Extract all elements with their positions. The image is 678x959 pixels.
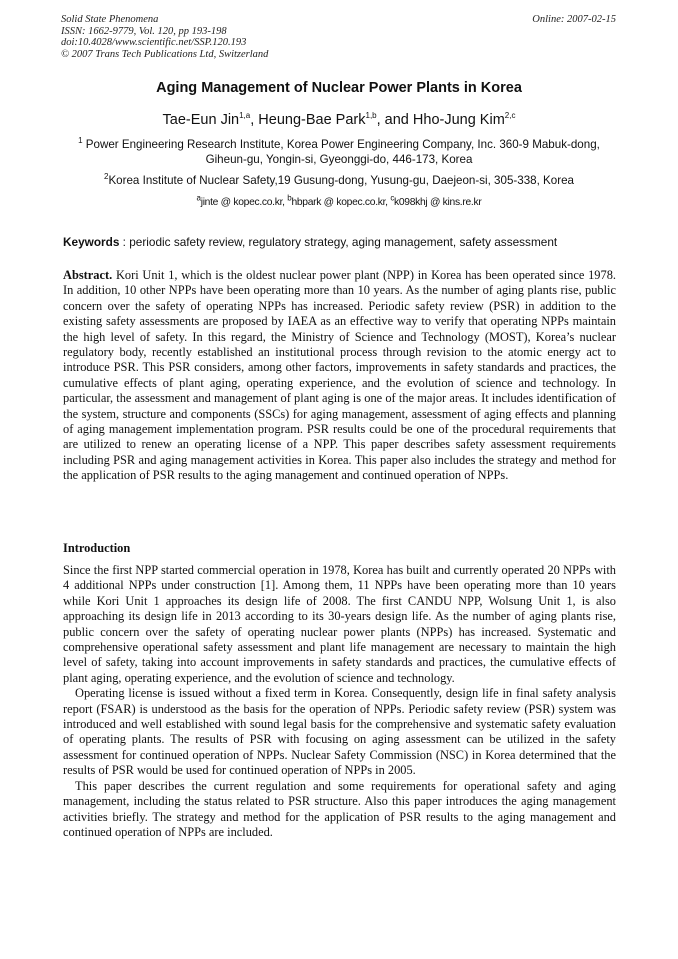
journal-name: Solid State Phenomena: [61, 14, 159, 25]
affiliation-2: [68, 174, 610, 189]
issn-line: ISSN: 1662-9779, Vol. 120, pp 193-198: [61, 25, 227, 37]
author-name: Heung-Bae Park: [258, 112, 366, 128]
email-sup: b: [287, 193, 292, 203]
online-date: Online: 2007-02-15: [532, 14, 616, 25]
introduction-body: [63, 563, 616, 840]
affiliation-1: [68, 138, 610, 167]
doi-line[interactable]: doi:10.4028/www.scientific.net/SSP.120.193: [61, 37, 247, 48]
paragraph: Since the first NPP started commercial operation in 1978, Korea has built and currently operated 20 NPPs with 4 additional NPPs under construction [1]. Among them, 11 NPPs have been operating more than 10 years while Kori Unit 1 approaches its design life of 2008. The first CANDU NPP, Wolsung Unit 1, is also approaching its design life in 2013 according to its 30-years design life. As the number of aging plants rise, public concern over the safety of operating nuclear power plants (NPPs) has increased. Systematic and comprehensive operational safety assessment and plant life management are necessary to maintain the high level of safety, taking into account improvements in safety standards and practices, the cumulative effects of plant aging, operating experience, and the evolution of science and technology.: [63, 563, 616, 685]
author-name: Hho-Jung Kim: [412, 112, 505, 128]
paragraph: Operating license is issued without a fixed term in Korea. Consequently, design life in final safety analysis report (FSAR) is understood as the basis for the operation of NPPs. Periodic safety review (PSR) system was introduced and well established with sound legal basis for the comprehensive and systematic safety evaluation of operating plants. The results of PSR with focusing on aging assessment can be utilized in the safety assessment for continued operation of NPPs. Nuclear Safety Commission (NSC) in Korea determined that the results of PSR would be used for continued operation of NPPs in 2005.: [63, 686, 616, 778]
email-link[interactable]: k098khj @ kins.re.kr: [394, 197, 482, 208]
section-heading-introduction: Introduction: [63, 541, 131, 555]
author-list: [0, 112, 678, 128]
email-list: [0, 193, 678, 208]
email-link[interactable]: jinte @ kopec.co.kr,: [200, 197, 288, 208]
author-name: Tae-Eun Jin: [162, 112, 240, 128]
email-sup: a: [196, 193, 201, 203]
affiliation-text: Power Engineering Research Institute, Korea Power Engineering Company, Inc. 360-9 Mabuk-dong, Giheun-gu, Yongin-si, Gyeonggi-do, 446-173, Korea: [85, 138, 600, 166]
copyright-line: © 2007 Trans Tech Publications Ltd, Switzerland: [61, 48, 269, 60]
abstract: [63, 268, 616, 484]
keywords-label: Keywords: [63, 235, 120, 249]
affiliation-sup: 2: [103, 172, 109, 182]
email-sup: c: [390, 193, 395, 203]
abstract-label: Abstract.: [63, 268, 113, 282]
author-separator: ,: [250, 112, 259, 128]
keywords-line: [63, 235, 618, 249]
abstract-text: Kori Unit 1, which is the oldest nuclear power plant (NPP) in Korea has been operated since 1978. In addition, 10 other NPPs have been operating more than 10 years. As the number of aging plants rise, public concern over the safety of operating NPPs has increased. Periodic safety review (PSR) in addition to the existing safety assessments are proposed by IAEA as an effective way to verify that operating NPPs maintain the high level of safety. In this regard, the Ministry of Science and Technology (MOST), Korea’s nuclear regulatory body, recently established an institutional process through revision to the atomic energy act to introduce PSR. This PSR considers, among other factors, improvements in safety standards and practices, the cumulative effects of plant aging, operating experience, and the evolution of science and technology. In particular, the assessment and management of plant aging is one of the major areas. It includes identification of the system, structure and components (SSCs) for aging management, assessment of aging effects and planning of aging management implementation program. PSR results could be one of the procedural requirements that are utilized to renew an operating license of a NPP. This paper describes safety assessment requirements including PSR and aging management activities in Korea. This paper also includes the strategy and method for the application of PSR results to the aging management and continued operation of NPPs.: [63, 268, 616, 483]
keywords-text: : periodic safety review, regulatory strategy, aging management, safety assessment: [119, 235, 558, 249]
paper-title: Aging Management of Nuclear Power Plants in Korea: [156, 80, 522, 96]
author-sup: 1,a: [239, 111, 251, 121]
author-sup: 1,b: [365, 111, 377, 121]
affiliation-sup: 1: [78, 136, 83, 146]
journal-header: [61, 14, 616, 60]
affiliation-text: Korea Institute of Nuclear Safety,19 Gusung-dong, Yusung-gu, Daejeon-si, 305-338, Korea: [108, 174, 574, 187]
email-link[interactable]: hbpark @ kopec.co.kr,: [291, 197, 391, 208]
paragraph: This paper describes the current regulation and some requirements for operational safety and aging management, including the status related to PSR structure. Also this paper introduces the aging management activities briefly. The strategy and method for the application of PSR results to the aging management and continued operation of NPPs are included.: [63, 778, 616, 839]
author-sup: 2,c: [504, 111, 516, 121]
author-separator: , and: [376, 112, 413, 128]
